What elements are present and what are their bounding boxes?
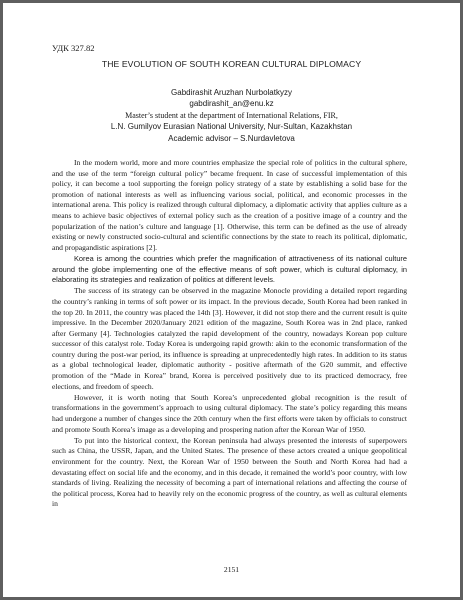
paragraph-4: However, it is worth noting that South Korea’s unprecedented global recognition is the result of transformations in the government’s approach to using cultural diplomacy. The state’s policy regarding this means had undergone a number of changes since the 20th century when the first efforts were taken by officials to construct and promote South Korea’s image as a developing and prospering nation after the Korean War of 1950. bbox=[52, 392, 407, 434]
academic-advisor: Academic advisor – S.Nurdavletova bbox=[168, 133, 295, 143]
author-university: L.N. Gumilyov Eurasian National University, Nur-Sultan, Kazakhstan bbox=[110, 122, 353, 132]
paper-title: THE EVOLUTION OF SOUTH KOREAN CULTURAL DIPLOMACY bbox=[101, 59, 362, 69]
author-name: Gabdirashit Aruzhan Nurbolatkyzy bbox=[171, 88, 292, 97]
page-number: 2151 bbox=[223, 565, 240, 574]
document-page bbox=[3, 3, 460, 597]
paragraph-2: Korea is among the countries which prefer the magnification of attractiveness of its national culture around the globe implementing one of the effective means of soft power, which is cultural diplomacy, in elaborating its strategies and realization of politics at different levels. bbox=[52, 253, 407, 285]
author-block bbox=[3, 87, 460, 144]
body-text bbox=[52, 158, 407, 511]
paragraph-1: In the modern world, more and more countries emphasize the special role of politics in the cultural sphere, and the use of the term “foreign cultural policy” became frequent. In case of successful implementation of this policy, it can become a tool supporting the foreign policy strategy of a state by establishing a solid base for the promotion of national interests as well as influencing various social, political, and economic processes in the international arena. This policy is realized through cultural diplomacy, a diplomatic activity that applies culture as a means to achieve basic objectives of external policy such as the creation of a positive image of a country and the popularization of the nation’s culture and language [1]. Otherwise, this term can be defined as the use of already existing or newly constructed socio-cultural and scientific connections by the state to reach its political, diplomatic, and propagandistic aspirations [2]. bbox=[52, 158, 407, 252]
author-position: Master’s student at the department of International Relations, FIR, bbox=[125, 110, 338, 120]
author-email[interactable]: gabdirashit_an@enu.kz bbox=[189, 99, 274, 109]
paragraph-5: To put into the historical context, the Korean peninsula had always presented the interests of superpowers such as China, the USSR, Japan, and the United States. The presence of these actors created a unique geopolitical environment for the country. Next, the Korean War of 1950 between the South and North Korea had had a devastating effect on social life and the economy, and in this decade, it remained the world’s poor country, with low standards of living. Realizing the necessity of becoming a part of international relations and affecting the course of the political process, Korea had to heavily rely on the economic progress of the country, as well as cultural elements in bbox=[52, 435, 407, 509]
paragraph-3: The success of its strategy can be observed in the magazine Monocle providing a detailed report regarding the country’s ranking in terms of soft power or its impact. In the previous decade, South Korea had been ranked in the top 20. In 2011, the country was placed the 14th [3]. However, it did not stop there and the current result is quite impressive. In the December 2020/January 2021 edition of the magazine, South Korea was in 2nd place, ranked after Germany [4]. Technologies catalyzed the rapid development of the country, nowadays Korean pop culture successor of this catalyst role. Today Korea is undergoing rapid growth: akin to the economic transformation of the country during the post-war period, its influence is spreading at unprecedentedly high rates. In addition to its status as a global technological leader, diplomatic authority - positive aftermath of the G20 summit, and effective promotion of the “Made in Korea” brand, Korea is perceived positively due to its practiced democracy, free elections, and freedom of speech. bbox=[52, 286, 407, 391]
udk-code: УДК 327.82 bbox=[52, 43, 95, 53]
